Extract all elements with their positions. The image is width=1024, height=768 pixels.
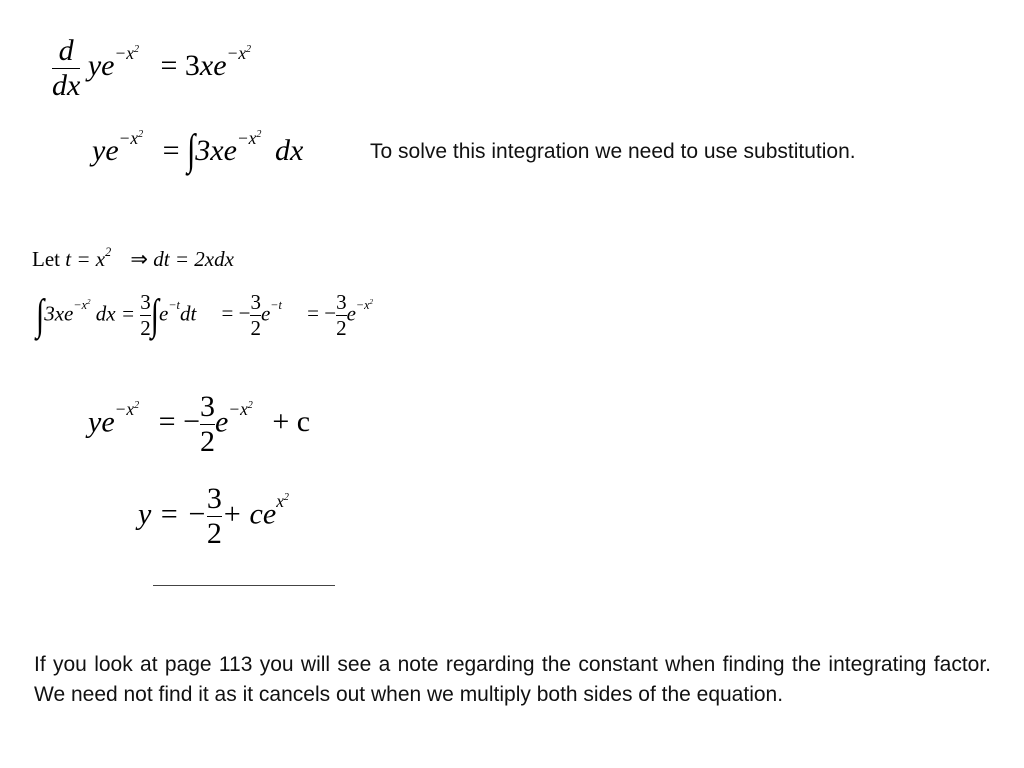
equation-integral: $ye^{-x^2} = \int 3xe^{-x^2}$ dx	[92, 126, 304, 175]
fraction-three-halves: $\frac{3}{2}$	[206, 482, 222, 550]
answer-underline	[153, 585, 335, 586]
equation-final: y = − $\frac{3}{2}$ + $ce^{x^2}$	[138, 482, 289, 550]
integral-sign: ∫	[187, 126, 196, 175]
derivative-operator: $\frac{d}{dx}$	[52, 34, 81, 102]
substitution-definition: Let $t = x^2$ ⇒ dt = 2xdx	[32, 245, 234, 271]
fraction-three-halves: $\frac{3}{2}$	[140, 290, 151, 340]
substitution-note: To solve this integration we need to use substitution.	[370, 140, 856, 163]
equation-result: $ye^{-x^2}$ = − $\frac{3}{2}$ $e^{-x^2} + c$	[88, 390, 311, 458]
substitution-chain: $\int 3xe^{-x^2}$ dx = $\frac{3}{2}$ $\int e^{-t}dt$ = − $\frac{3}{2}$ $e^{-t}$ = − $\frac{3}{2}$ $e^{-x^2}$	[36, 290, 374, 340]
fraction-three-halves: $\frac{3}{2}$	[200, 390, 215, 458]
rhs-term: $xe^{-x^2}$	[199, 43, 252, 83]
page-note-paragraph: If you look at page 113 you will see a note regarding the constant when finding the integrating factor. We need not find it as it cancels out when we multiply both sides of the equation.	[34, 653, 991, 706]
equation-derivative: $\frac{d}{dx}$ $ye^{-x^2} = 3xe^{-x^2}$	[52, 34, 252, 102]
ye-term: $ye^{-x^2}$	[87, 43, 139, 83]
